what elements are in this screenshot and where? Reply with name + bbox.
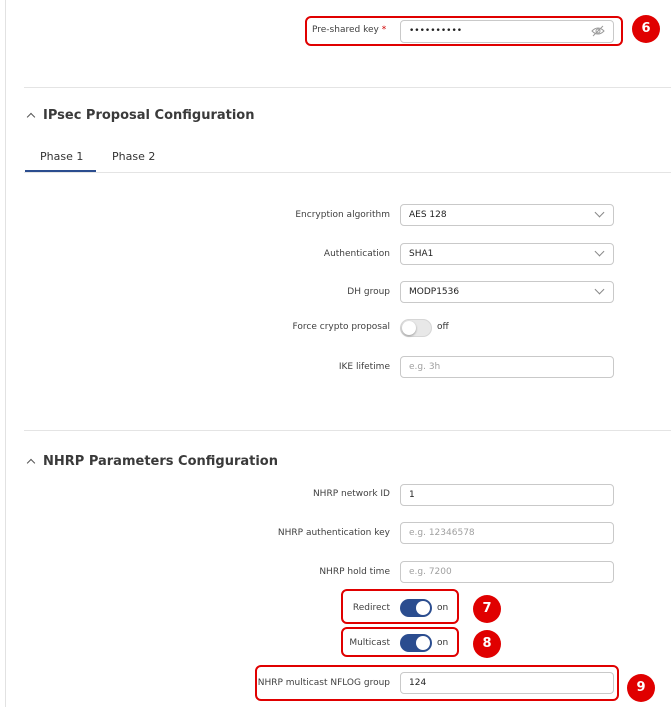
multicast-state: on [437,638,449,648]
eye-slash-icon[interactable] [591,25,605,45]
content-left-border [5,0,6,707]
dh-group-select[interactable]: MODP1536 [400,281,614,303]
force-crypto-proposal-toggle[interactable] [400,319,432,337]
nhrp-authentication-key-input[interactable]: e.g. 12346578 [400,522,614,544]
nhrp-multicast-nflog-group-input[interactable]: 124 [400,672,614,694]
preshared-key-label: Pre-shared key * [312,25,387,35]
annotation-badge-7: 7 [473,595,501,623]
encryption-algorithm-select[interactable]: AES 128 [400,204,614,226]
chevron-up-icon[interactable] [27,113,35,121]
annotation-badge-6: 6 [632,15,660,43]
force-crypto-proposal-label: Force crypto proposal [292,322,390,332]
nhrp-hold-time-label: NHRP hold time [319,567,390,577]
authentication-label: Authentication [323,249,390,259]
redirect-toggle[interactable] [400,599,432,617]
nhrp-multicast-nflog-group-label: NHRP multicast NFLOG group [257,678,390,688]
tab-phase-2[interactable]: Phase 2 [112,150,156,163]
divider [24,87,671,88]
ike-lifetime-input[interactable]: e.g. 3h [400,356,614,378]
chevron-up-icon[interactable] [27,459,35,467]
nhrp-network-id-input[interactable]: 1 [400,484,614,506]
annotation-badge-8: 8 [473,630,501,658]
chevron-down-icon [595,247,605,257]
nhrp-network-id-label: NHRP network ID [312,489,390,499]
encryption-algorithm-label: Encryption algorithm [295,210,390,220]
redirect-state: on [437,603,449,613]
nhrp-hold-time-input[interactable]: e.g. 7200 [400,561,614,583]
required-mark: * [381,25,387,35]
authentication-select[interactable]: SHA1 [400,243,614,265]
dh-group-label: DH group [347,287,390,297]
toggle-knob [402,321,416,335]
force-crypto-proposal-state: off [437,322,449,332]
preshared-key-input[interactable]: •••••••••• [400,20,614,43]
nhrp-section-title: NHRP Parameters Configuration [43,454,278,469]
multicast-label: Multicast [349,638,390,648]
divider [24,430,671,431]
chevron-down-icon [595,285,605,295]
toggle-knob [416,636,430,650]
tab-phase-1[interactable]: Phase 1 [40,150,84,163]
multicast-toggle[interactable] [400,634,432,652]
chevron-down-icon [595,208,605,218]
nhrp-authentication-key-label: NHRP authentication key [277,528,390,538]
ike-lifetime-label: IKE lifetime [338,362,390,372]
ipsec-section-title: IPsec Proposal Configuration [43,108,255,123]
toggle-knob [416,601,430,615]
annotation-badge-9: 9 [627,674,655,702]
redirect-label: Redirect [352,603,390,613]
tabs-divider [24,172,671,173]
